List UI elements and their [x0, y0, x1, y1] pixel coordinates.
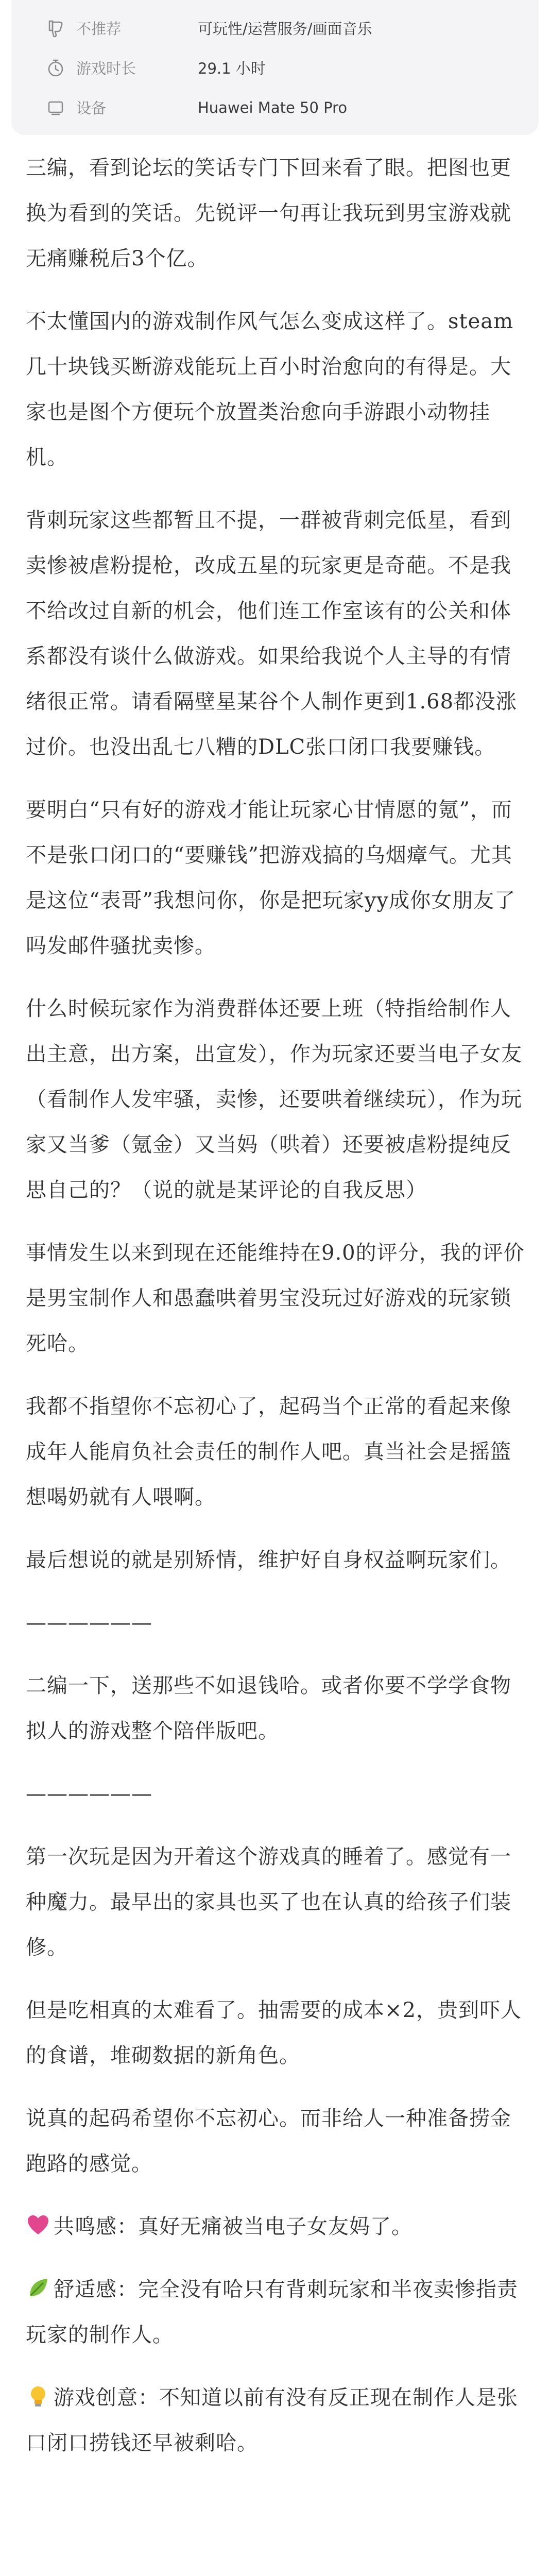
tag-label: 共鸣感 [54, 2215, 117, 2239]
review-paragraph: 要明白“只有好的游戏才能让玩家心甘情愿的氪”，而不是张口闭口的“要赚钱”把游戏搞的乌烟瘴气。尤其是这位“表哥”我想问你，你是把玩家yy成你女朋友了吗发邮件骚扰卖惨。 [26, 798, 516, 958]
tag-text: ：完全没有哈只有背刺玩家和半夜卖惨指责玩家的制作人。 [26, 2278, 518, 2347]
review-paragraph: 最后想说的就是别矫情，维护好自身权益啊玩家们。 [26, 1548, 511, 1572]
info-key: 不推荐 [76, 20, 122, 38]
tag-resonance [26, 2204, 529, 2249]
review-paragraph: 第一次玩是因为开着这个游戏真的睡着了。感觉有一种魔力。最早出的家具也买了也在认真的给孩子们装修。 [26, 1845, 511, 1959]
review-paragraph: 二编一下，送那些不如退钱哈。或者你要不学学食物拟人的游戏整个陪伴版吧。 [26, 1674, 511, 1743]
review-paragraph: 说真的起码希望你不忘初心。而非给人一种准备捞金跑路的感觉。 [26, 2107, 511, 2176]
tag-label: 舒适感 [54, 2278, 117, 2301]
review-paragraph: 三编，看到论坛的笑话专门下回来看了眼。把图也更换为看到的笑话。先锐评一句再让我玩到男宝游戏就无痛赚税后3个亿。 [26, 156, 511, 270]
device-icon [44, 96, 67, 119]
review-paragraph: 但是吃相真的太难看了。抽需要的成本×2，贵到吓人的食谱，堆砌数据的新角色。 [26, 1998, 522, 2067]
review-body [26, 145, 529, 2483]
thumbs-down-icon [44, 17, 67, 40]
stopwatch-icon [44, 57, 67, 79]
review-paragraph: 不太懂国内的游戏制作风气怎么变成这样了。steam几十块钱买断游戏能玩上百小时治愈向的有得是。大家也是图个方便玩个放置类治愈向手游跟小动物挂机。 [26, 310, 514, 469]
review-paragraph: 背刺玩家这些都暂且不提，一群被背刺完低星，看到卖惨被虐粉提枪，改成五星的玩家更是奇葩。不是我不给改过自新的机会，他们连工作室该有的公关和体系都没有谈什么做游戏。如果给我说个人主导的有情绪很正常。请看隔壁星某谷个人制作更到1.68都没涨过价。也没出乱七八糟的DLC张口闭口我要赚钱。 [26, 509, 518, 759]
tag-creativity [26, 2375, 529, 2466]
game-info-card [11, 0, 539, 135]
review-paragraph: 什么时候玩家作为消费群体还要上班（特指给制作人出主意，出方案，出宣发），作为玩家还要当电子女友（看制作人发牢骚，卖惨，还要哄着继续玩），作为玩家又当爹（氪金）又当妈（哄着）还要被虐粉提纯反思自己的？（说的就是某评论的自我反思） [26, 997, 522, 1202]
tag-text: ：不知道以前有没有反正现在制作人是张口闭口捞钱还早被剩哈。 [26, 2386, 518, 2455]
lightbulb-icon [26, 2379, 50, 2404]
info-value: 可玩性/运营服务/画面音乐 [198, 20, 372, 38]
heart-icon [26, 2208, 50, 2233]
tag-label: 游戏创意 [54, 2386, 138, 2410]
info-row-device [11, 88, 539, 127]
info-key: 游戏时长 [76, 60, 136, 77]
divider-text: —————— [26, 1611, 152, 1635]
info-row-recommendation [11, 8, 539, 48]
info-value: 29.1 小时 [198, 60, 266, 77]
info-row-playtime [11, 48, 539, 88]
divider-text: —————— [26, 1782, 152, 1806]
info-value: Huawei Mate 50 Pro [198, 98, 348, 116]
review-paragraph: 事情发生以来到现在还能维持在9.0的评分，我的评价是男宝制作人和愚蠢哄着男宝没玩过好游戏的玩家锁死哈。 [26, 1241, 525, 1355]
tag-text: ：真好无痛被当电子女友妈了。 [117, 2215, 413, 2239]
review-paragraph: 我都不指望你不忘初心了，起码当个正常的看起来像成年人能肩负社会责任的制作人吧。真当社会是摇篮想喝奶就有人喂啊。 [26, 1395, 511, 1509]
info-key: 设备 [76, 99, 107, 117]
leaf-icon [26, 2271, 50, 2296]
tag-comfort [26, 2267, 529, 2358]
